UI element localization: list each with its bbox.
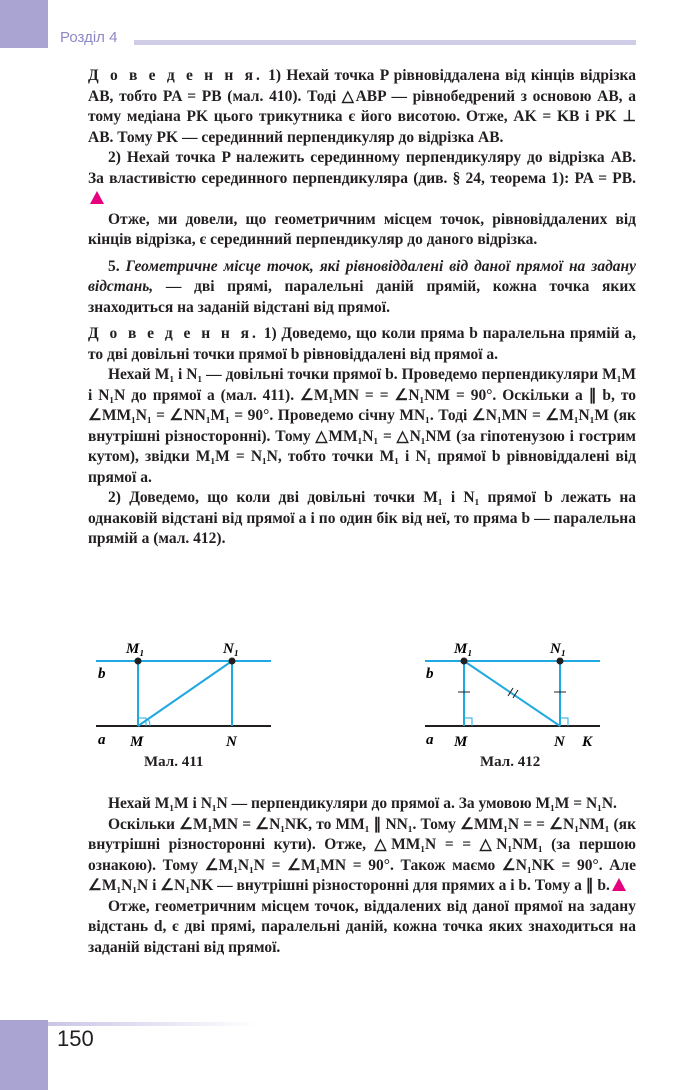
proof-text-2: 2) Нехай точка P належить серединному перпендикуляру до відрізка AB. За властивістю серединного перпендикуляра (див. § 24, теорема 1): PA = PB. (88, 149, 636, 187)
conclusion-paragraph-1: Отже, ми довели, що геометричним місцем точок, рівновіддалених від кінців відрізка, є серединний перпендикуляр до даного відрізка. (88, 210, 636, 248)
label-m-411: M (130, 734, 144, 750)
page-number: 150 (57, 1026, 94, 1051)
caption-411: Мал. 411 (144, 754, 204, 770)
label-b-412: b (426, 666, 434, 682)
point-n1-411 (229, 658, 236, 665)
point-m1-412 (461, 658, 468, 665)
label-m1-411: M₁ (126, 641, 145, 657)
proof-lead-2: Д о в е д е н н я. (88, 325, 259, 342)
label-k-412: K (582, 734, 593, 750)
figure-411 (96, 641, 271, 750)
label-n-412: N (554, 734, 565, 750)
label-m1-412: M₁ (454, 641, 473, 657)
label-m-412: M (454, 734, 468, 750)
statement-number: 5. (108, 257, 120, 275)
statement-rest: — дві прямі, паралельні даній прямій, кожна точка яких знаходиться на заданій відстані від прямої. (88, 278, 636, 316)
figure-412 (425, 641, 600, 750)
proof-lead: Д о в е д е н н я. (88, 67, 263, 84)
point-n1-412 (557, 658, 564, 665)
label-n-411: N (226, 734, 237, 750)
upper-text-column (88, 66, 636, 550)
corner-tab (0, 0, 48, 48)
secant-mn1-411 (138, 661, 232, 726)
proof-paragraph-6: Нехай M₁M і N₁N — перпендикуляри до прямої a. За умовою M₁M = N₁N. (108, 795, 617, 812)
label-b-411: b (98, 666, 106, 682)
point-m1-411 (135, 658, 142, 665)
conclusion-paragraph-2: Отже, геометричним місцем точок, віддалених від даної прямої на задану відстань d, є дві прямі, паралельні даній, кожна точка яких знаходиться на заданій відстані від прямої. (88, 897, 636, 956)
section-label: Розділ 4 (60, 29, 118, 46)
proof-paragraph-4: Нехай M₁ і N₁ — довільні точки прямої b. Проведемо перпендикуляри M₁M і N₁N до прямої a (мал. 411). ∠M₁MN = = ∠N₁NM = 90°. Оскільки a ∥ b, то ∠MM₁N₁ = ∠NN₁M₁ = 90°. Проведемо січну MN₁. Тоді ∠N₁MN = ∠M₁N₁M (як внутрішні різносторонні). Тому △MM₁N₁ = △N₁NM (за гіпотенузою і гострим кутом), звідки M₁M = N₁N, тобто точки M₁ і N₁ прямої b рівновіддалені від прямої a. (88, 366, 636, 486)
statement-italic: Геометричне місце точок, які рівновіддалені від даної прямої на задану відстань, (88, 257, 636, 295)
proof-text-3: 1) Доведемо, що коли пряма b паралельна прямій a, то дві довільні точки прямої b рівновіддалені від прямої a. (88, 325, 636, 363)
statement-5 (88, 257, 636, 319)
figures-area (88, 634, 636, 784)
end-of-proof-icon-2 (612, 878, 626, 891)
proof-paragraph-7 (88, 815, 636, 897)
corner-tab-bottom (0, 1020, 48, 1090)
proof-text-1: 1) Нехай точка P рівновіддалена від кінців відрізка AB, тобто PA = PB (мал. 410). Тоді △ABP — рівнобедрений з основою AB, а тому медіана PK цього трикутника є його висотою. Отже, AK = KB і PK ⊥ AB. Тому PK — серединний перпендикуляр до відрізка AB. (88, 67, 636, 146)
label-n1-411: N₁ (223, 641, 240, 657)
proof-text-7: Оскільки ∠M₁MN = ∠N₁NK, то MM₁ ∥ NN₁. Тому ∠MM₁N = = ∠N₁NM₁ (як внутрішні різносторонні кути). Отже, △MM₁N = = △N₁NM₁ (за першою ознакою). Тому ∠M₁N₁N = ∠M₁MN = 90°. Також маємо ∠N₁NK = 90°. Але ∠M₁N₁N і ∠N₁NK — внутрішні різносторонні для прямих a і b. Тому a ∥ b. (88, 815, 636, 894)
lower-text-column (88, 794, 636, 958)
end-of-proof-icon (90, 191, 104, 204)
right-angle-mark-n-412 (560, 718, 568, 726)
right-angle-mark-m-412 (464, 718, 472, 726)
angle-arc-411 (148, 719, 150, 726)
label-a-412: a (426, 732, 434, 748)
diagonal-m1n-412 (464, 661, 560, 726)
proof-paragraph-2 (88, 148, 636, 210)
label-n1-412: N₁ (550, 641, 567, 657)
proof-paragraph-3 (88, 324, 636, 365)
header-rule (134, 40, 636, 45)
proof-paragraph-1 (88, 66, 636, 148)
caption-412: Мал. 412 (480, 754, 541, 770)
proof-paragraph-5: 2) Доведемо, що коли дві довільні точки M₁ і N₁ прямої b лежать на однаковій відстані від прямої a і по один бік від неї, то пряма b — паралельна прямій a (мал. 412). (88, 489, 636, 547)
label-a-411: a (98, 732, 106, 748)
